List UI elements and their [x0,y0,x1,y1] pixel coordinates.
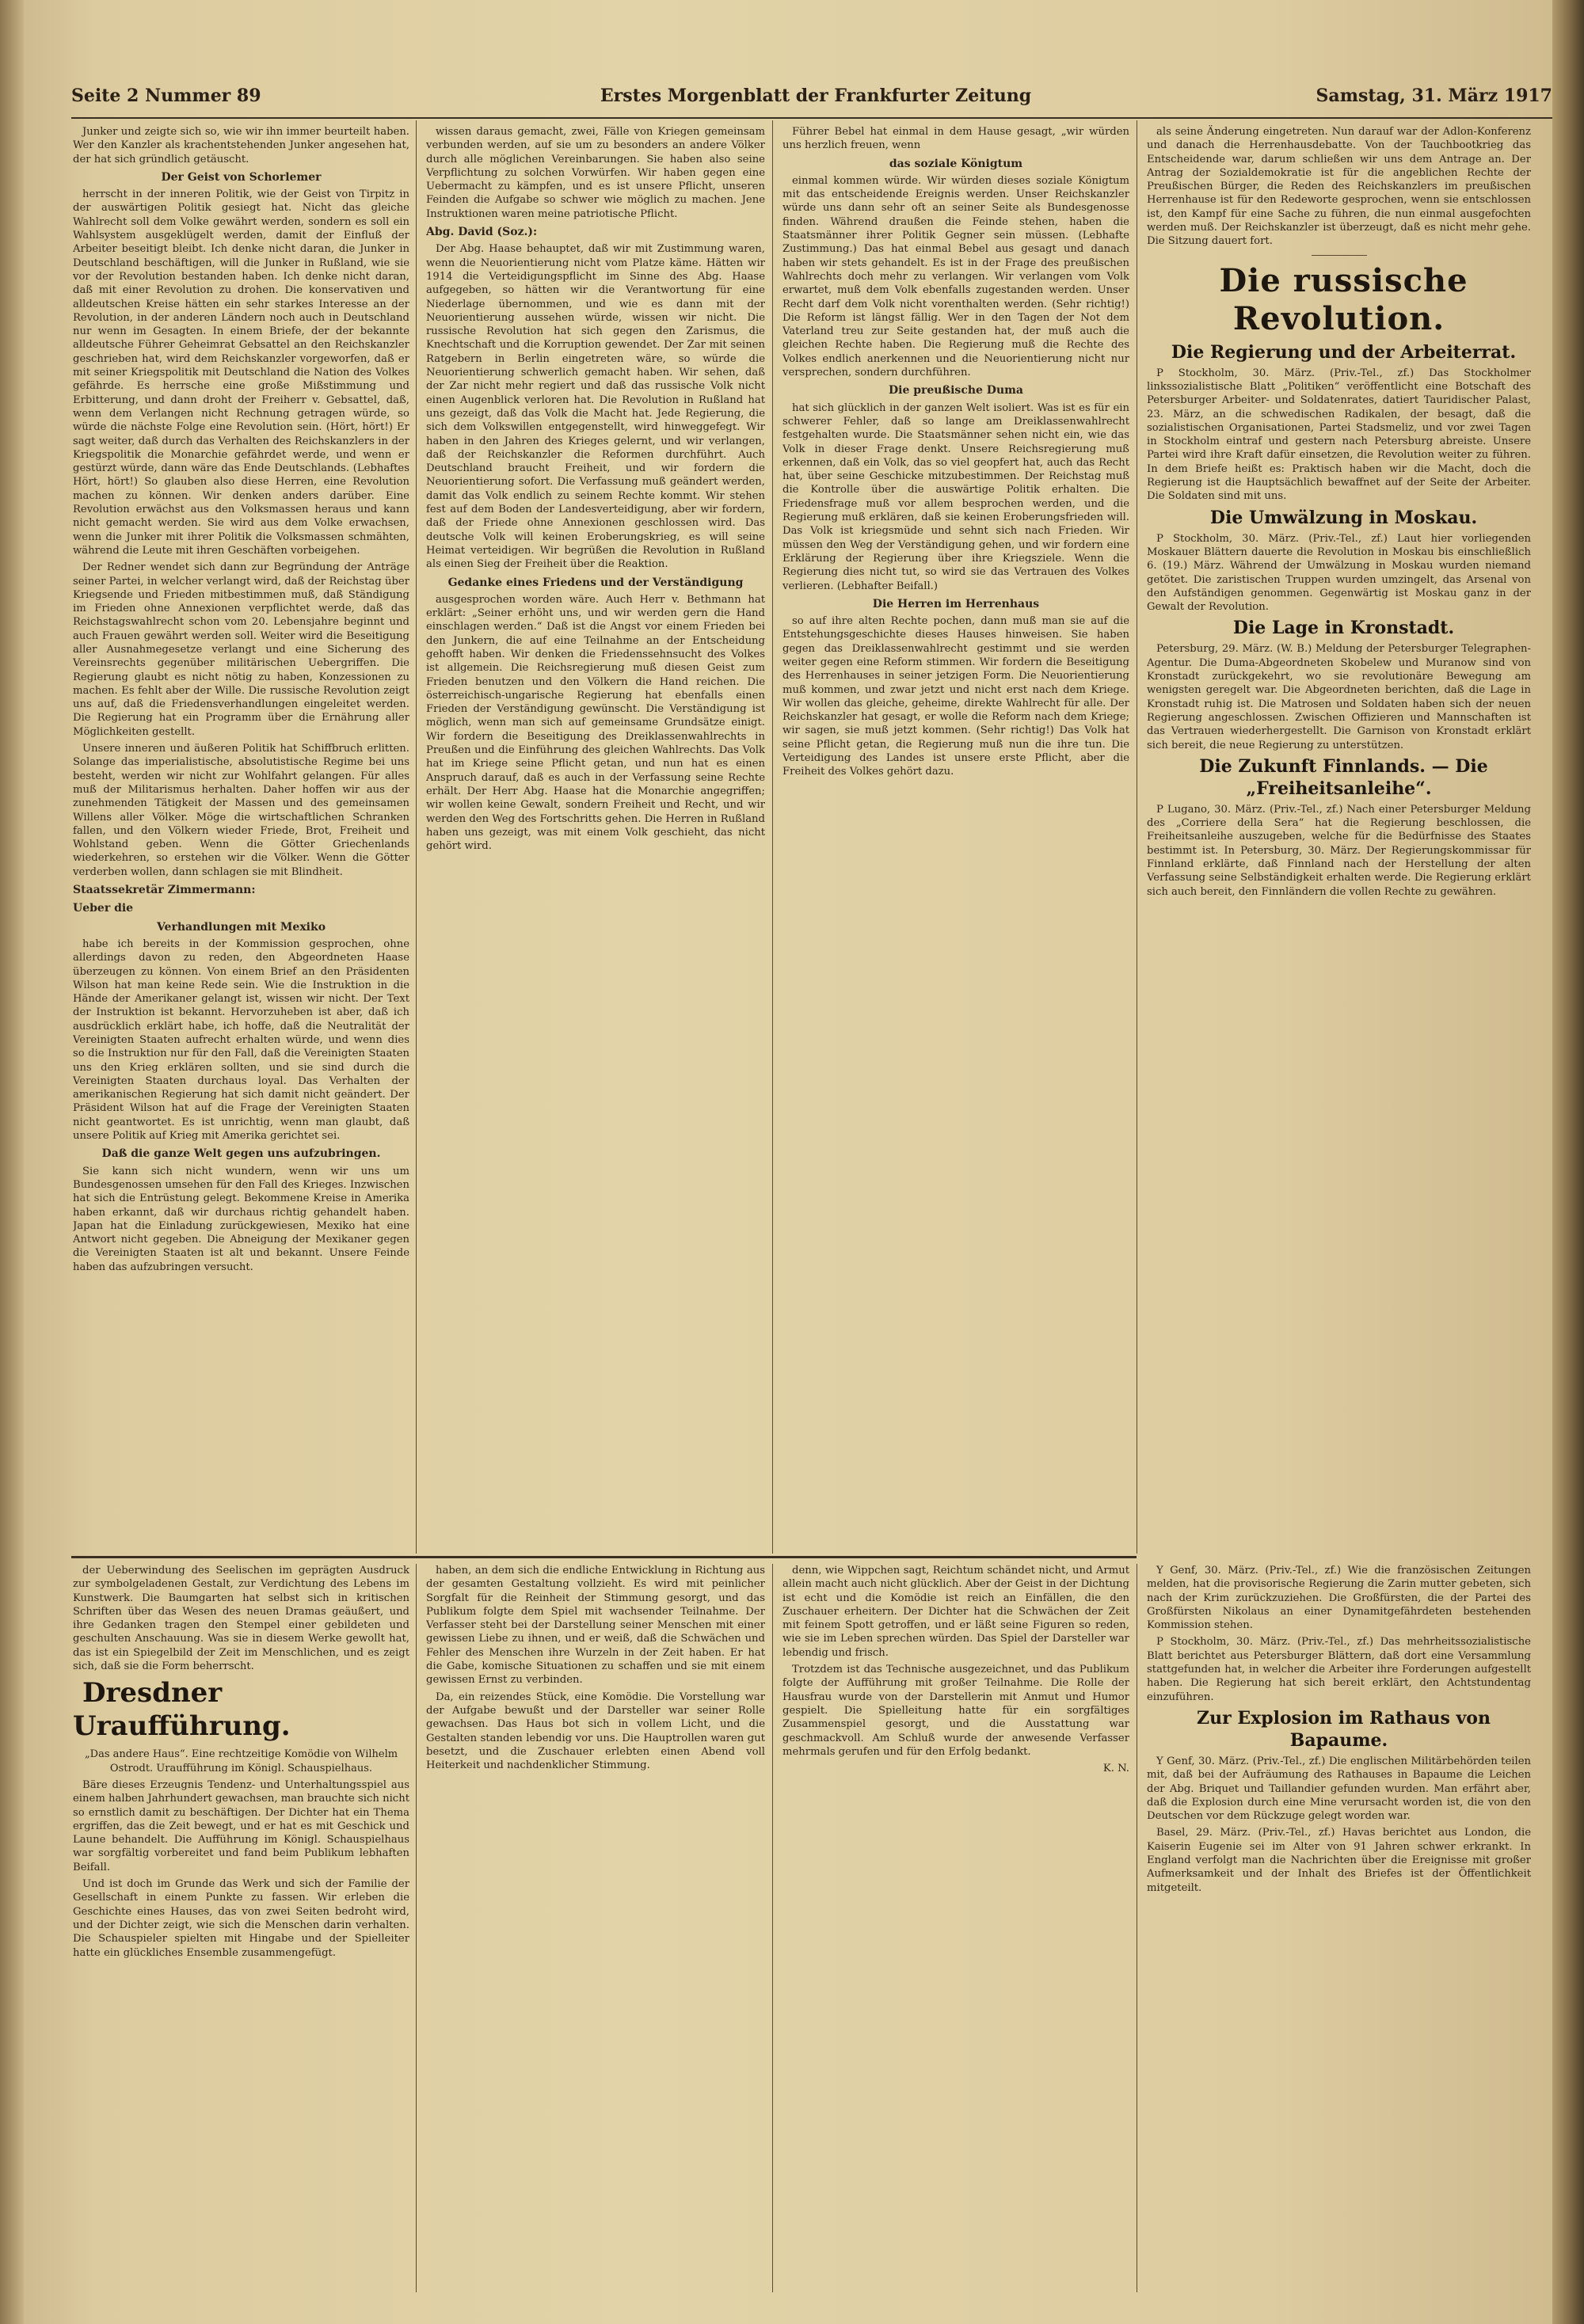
article-column-1 [73,125,409,1554]
feuilleton-title: Dresdner Uraufführung. [73,1677,291,1743]
paragraph: so auf ihre alten Rechte pochen, dann muß man sie auf die Entstehungsgeschichte dieses Hauses hinweisen. Sie haben gegen das Dreiklassenwahlrecht gestimmt und sie werden weiter gegen eine Reform stimmen. Wir fordern die Beseitigung des Herrenhauses in seiner jetzigen Form. Die Neuorientierung muß kommen, und zwar jetzt und nicht erst nach dem Kriege. Wir wollen das gleiche, geheime, direkte Wahlrecht für alle. Der Reichskanzler hat gesagt, er wolle die Reform nach dem Kriege; wir sagen, sie muß jetzt kommen. (Sehr richtig!) Das Volk hat seine Pflicht getan, die Regierung muß nun die ihre tun. Die Verteidigung des Landes ist unsere erste Pflicht, aber die Freiheit des Volkes gehört dazu. [782,615,1129,778]
subheading: Verhandlungen mit Mexiko [156,920,326,934]
column-rule [416,1564,417,2292]
article-subtitle: Die Umwälzung in Moskau. [1209,507,1478,528]
article-column-4 [1147,125,1531,1554]
paragraph: P Stockholm, 30. März. (Priv.-Tel., zf.) Laut hier vorliegenden Moskauer Blättern dauerte die Revolution in Moskau bis einschließlich 6. (19.) März. Während der Umwälzung in Moskau wurden niemand getötet. Die zaristischen Truppen wurden umzingelt, das Arsenal von den Aufständigen genommen. Gegenwärtig ist Moskau ganz in der Gewalt der Revolution. [1147,532,1531,614]
article-column-4-lower [1147,1564,1531,2292]
column-rule [772,1564,773,2292]
paragraph: Da, ein reizendes Stück, eine Komödie. Die Vorstellung war der Aufgabe bewußt und der Darsteller war seiner Rolle gewachsen. Das Haus bot sich in vollem Licht, und die Gestalten standen lebendig vor uns. Die Hauptrollen waren gut besetzt, und die Zuschauer erlebten einen Abend voll Heiterkeit und nachdenklicher Stimmung. [426,1691,765,1772]
paragraph: haben, an dem sich die endliche Entwicklung in Richtung aus der gesamten Gestaltung vollzieht. Es wird mit peinlicher Sorgfalt für die Reinheit der Stimmung gesorgt, und das Publikum folgte dem Spiel mit wachsender Teilnahme. Der Verfasser steht bei der Darstellung seiner Menschen mit einer gewissen Liebe zu ihnen, und er weiß, daß die Schwächen und Fehler des Menschen ihre Wurzeln in der Zeit haben. Er hat die Gabe, komische Situationen zu schaffen und sie mit einem gewissen Ernst zu verbinden. [426,1565,765,1687]
article-column-2 [426,125,765,1554]
subheading: das soziale Königtum [889,157,1023,170]
paragraph: denn, wie Wippchen sagt, Reichtum schändet nicht, und Armut allein macht auch nicht glücklich. Aber der Geist in der Dichtung ist echt und die Komödie ist reich an Einfällen, die den Zuschauer erheitern. Der Dichter hat die Schwächen der Zeit mit feinem Spott getroffen, und er läßt seine Figuren so reden, wie sie im Leben sprechen würden. Das Spiel der Darsteller war lebendig und frisch. [782,1565,1129,1659]
page-header [71,86,1552,117]
article-subtitle: Die Lage in Kronstadt. [1232,618,1455,639]
paragraph: Führer Bebel hat einmal in dem Hause gesagt, „wir würden uns herzlich freuen, wenn [782,126,1129,152]
paragraph: P Lugano, 30. März. (Priv.-Tel., zf.) Nach einer Petersburger Meldung des „Corriere della Sera“ hat die Regierung beschlossen, die Freiheitsanleihe auszugeben, welche für die Bedürfnisse des Staates bestimmt ist. In Petersburg, 30. März. Der Regierungskommissar für Finnland erklärte, daß Finnland nach der Herstellung der alten Verfassung seine Selbständigkeit erhalten werde. Die Regierung erklärt sich auch bereit, den Finnländern die vollen Rechte zu gewähren. [1147,803,1531,898]
article-column-3 [782,125,1129,1554]
paragraph: der Ueberwindung des Seelischen im geprägten Ausdruck zur symbolgeladenen Gestalt, zur Verdichtung des Lebens im Kunstwerk. Die Baumgarten hat selbst sich in kritischen Schriften über das Wesen des neuen Dramas geäußert, und ihre Gedanken tragen den Stempel einer gebildeten und geschulten Anschauung. Was sie in diesem Werke gewollt hat, das ist ein Spiegelbild der Zeit im Menschlichen, und es zeigt sich, daß sie die Form beherrscht. [73,1565,409,1673]
paragraph: ausgesprochen worden wäre. Auch Herr v. Bethmann hat erklärt: „Seiner erhöht uns, und wir werden gern die Hand einschlagen werden.“ Daß ist die Angst vor einem Frieden bei den Junkern, die auf eine Teilnahme an der Entscheidung gehofft haben. Wir denken die Friedenssehnsucht des Volkes ist allgemein. Die Reichsregierung muß diesen Geist zum Frieden benutzen und den Völkern die Hand reichen. Die österreichisch-ungarische Regierung hat ebenfalls einen Frieden der Verständigung gewünscht. Die Verständigung ist möglich, wenn man sich auf gemeinsame Grundsätze einigt. Wir fordern die Beseitigung des Dreiklassenwahlrechts in Preußen und die Einführung des gleichen Wahlrechts. Das Volk hat im Kriege seine Pflicht getan, und nun hat es einen Anspruch darauf, daß es auch in der Verfassung seine Rechte erhält. Der Herr Abg. Haase hat die Monarchie angegriffen; wir wollen keine Gewalt, sondern Freiheit und Recht, und wir werden den Weg des Fortschritts gehen. Die Herren in Rußland haben uns gezeigt, was mit einem Volk geschieht, das nicht gehört wird. [426,593,765,853]
paragraph: Junker und zeigte sich so, wie wir ihn immer beurteilt haben. Wer den Kanzler als krachentstehenden Junker angesehen hat, der hat sich gründlich getäuscht. [73,126,409,165]
feuilleton-column-2 [426,1564,765,2292]
paragraph: wissen daraus gemacht, zwei, Fälle von Kriegen gemeinsam verbunden werden, auf sie um zu besonders an andere Völker durch alle möglichen Vereinbarungen. Sie haben also seine Verpflichtung zu solchen Vorwürfen. Wir haben gegen eine Uebermacht zu kämpfen, und es ist unsere Pflicht, unseren Feinden die Aufgabe so schwer wie möglich zu machen. Jene Instruktionen waren meine patriotische Pflicht. [426,126,765,220]
paragraph: herrscht in der inneren Politik, wie der Geist von Tirpitz in der auswärtigen Politik gesiegt hat. Nicht das gleiche Wahlrecht soll dem Volke gewährt werden, sondern es soll ein Wahlsystem ausgeklügelt werden, damit der Einfluß der Arbeiter beseitigt bleibt. Ich denke nicht daran, die Junker in Deutschland beschäftigen, will die Junker in Rußland, wie sie vor der Revolution bestanden haben. Ich denke nicht daran, daß mit einer Revolution zu drohen. Die konservativen und alldeutschen Kreise hätten ein sehr starkes Interesse an der Revolution, in der anderen Ländern noch auch in Deutschland nur wenn im Gesagten. In einem Briefe, der der bekannte alldeutsche Führer Geheimrat Gebsattel an den Reichskanzler geschrieben hat, wird dem Reichskanzler vorgeworfen, daß er mit seiner Kriegspolitik mit Deutschland die Nation des Volkes gefährde. Es herrsche eine große Mißstimmung und Erbitterung, und dann droht der Freiherr v. Gebsattel, daß, wenn dem Verlangen nicht Rechnung getragen würde, so würde die nächste Folge eine Revolution sein. (Hört, hört!) Er sagt weiter, daß durch das Verhalten des Reichskanzlers in der Kriegspolitik die Monarchie gefährdet werde, und wenn er gestürzt würde, dann wäre das Ende Deutschlands. (Lebhaftes Hört, hört!) So glauben also diese Herren, eine Revolution machen zu können. Wir denken anders darüber. Eine Revolution erwächst aus den Volksmassen heraus und kann nicht gemacht werden. Sie wird aus dem Volke erwachsen, wenn die Junker mit ihrer Politik die Volksmassen schmähten, während die Leute mit ihren Geschäften vorbeigehen. [73,188,409,557]
speaker-heading: Abg. David (Soz.): [426,226,538,239]
header-rule [71,117,1552,119]
paragraph: Basel, 29. März. (Priv.-Tel., zf.) Havas berichtet aus London, die Kaiserin Eugenie sei im Alter von 91 Jahren schwer erkrankt. In England verfolgt man die Nachrichten über die Ereignisse mit großer Aufmerksamkeit und der Inhalt des Briefes ist der Öffentlichkeit mitgeteilt. [1147,1827,1531,1894]
paragraph: als seine Änderung eingetreten. Nun darauf war der Adlon-Konferenz und danach die Herrenhausdebatte. Von der Tauchbootkrieg das Entscheidende war, darum schließen wir uns dem Antrage an. Der Antrag der Sozialdemokratie ist für die angeblichen Rechte der Preußischen Bürger, die Reden des Reichskanzlers im preußischen Herrenhause ist für den Redeworte gesprochen, wenn sie entschlossen ist, den Kampf für eine Sache zu führen, die nun einmal ausgefochten werden muß. Der Reichskanzler ist überzeugt, daß es nicht mehr gehe. Die Sitzung dauert fort. [1147,126,1531,248]
paragraph: Bäre dieses Erzeugnis Tendenz- und Unterhaltungsspiel aus einem halben Jahrhundert gewachsen, man brauchte sich nicht so ernstlich damit zu beschäftigen. Der Dichter hat ein Thema ergriffen, das die Zeit bewegt, und er hat es mit Geschick und Laune behandelt. Die Aufführung im Königl. Schauspielhaus war sorgfältig vorbereitet und fand beim Publikum lebhaften Beifall. [73,1778,409,1873]
paragraph: Y Genf, 30. März. (Priv.-Tel., zf.) Die englischen Militärbehörden teilen mit, daß bei der Aufräumung des Rathauses in Bapaume die Leichen der Abg. Briquet und Taillandier gefunden wurden. Man erfährt aber, daß die Explosion durch eine Mine verursacht worden ist, die von den Deutschen vor dem Rückzuge gelegt worden war. [1147,1755,1531,1823]
paragraph: hat sich glücklich in der ganzen Welt isoliert. Was ist es für ein schwerer Fehler, daß so lange am Dreiklassenwahlrecht festgehalten wurde. Die Staatsmänner sehen nicht ein, wie das Volk in dieser Frage denkt. Unsere Reichsregierung muß erkennen, daß ein Volk, das so viel geopfert hat, auch das Recht hat, über seine Geschicke mitzubestimmen. Der Reichstag muß die Kontrolle über die auswärtige Politik erhalten. Die Friedensfrage muß vor allem besprochen werden, und die Regierung muß erklären, daß sie keinen Eroberungsfrieden will. Das Volk ist kriegsmüde und sehnt sich nach Frieden. Wir müssen den Weg der Verständigung gehen, und wir fordern eine Erklärung der Regierung über ihre Kriegsziele. Wenn die Regierung dies nicht tut, so wird sie das Vertrauen des Volkes verlieren. (Lebhafter Beifall.) [782,401,1129,592]
subheading: Gedanke eines Friedens und der Verständigung [447,576,744,589]
paragraph: Y Genf, 30. März. (Priv.-Tel., zf.) Wie die französischen Zeitungen melden, hat die provisorische Regierung die Zarin mutter gebeten, sich nach der Krim zurückzuziehen. Die Großfürsten, die der Partei des Großfürsten Nikolaus an einer Dynamitgefährdeten bestehenden Kommission stehen. [1147,1565,1531,1632]
feuilleton-rule [71,1556,1137,1558]
subheading: Die Herren im Herrenhaus [872,597,1040,610]
article-title: Die russische Revolution. [1219,261,1468,337]
paragraph: Trotzdem ist das Technische ausgezeichnet, und das Publikum folgte der Aufführung mit großer Teilnahme. Die Rolle der Hausfrau wurde von der Darstellerin mit Anmut und Humor gespielt. Die Spielleitung hatte für ein sorgfältiges Zusammenspiel gesorgt, und die Ausstattung war geschmackvoll. Am Schluß wurde der anwesende Verfasser mehrmals gerufen und für den Erfolg bedankt. [782,1664,1129,1758]
subheading: Daß die ganze Welt gegen uns aufzubringen. [101,1147,381,1161]
speaker-heading: Staatssekretär Zimmermann: [73,884,256,897]
masthead: Erstes Morgenblatt der Frankfurter Zeitung [600,86,1032,106]
subheading: Der Geist von Schorlemer [161,170,322,184]
feuilleton-column-1 [73,1564,409,2292]
feuilleton-column-3 [782,1564,1129,2292]
article-subtitle: Die Zukunft Finnlands. — Die „Freiheitsanleihe“. [1199,755,1488,799]
issue-date: Samstag, 31. März 1917 [1316,86,1552,106]
author-signature: K. N. [1102,1763,1129,1775]
paragraph: Und ist doch im Grunde das Werk und sich der Familie der Gesellschaft in einem Punkte zu fassen. Wir erleben die Geschichte eines Hauses, das von zwei Seiten bedroht wird, und der Dichter zeigt, wie sich die Menschen darin verhalten. Die Schauspieler spielten mit Hingabe und der Spielleiter hatte ein glückliches Ensemble zusammengefügt. [73,1878,409,1959]
paragraph: Der Redner wendet sich dann zur Begründung der Anträge seiner Partei, in welcher verlangt wird, daß der Reichstag über Kriegsende und Frieden mitbestimmen muß, daß Ständigung im Frieden ohne Annexionen verpflichtet werde, daß das Reichstagswahlrecht schon vom 20. Lebensjahre beginnt und auch Frauen gewährt werden soll. Weiter wird die Beseitigung aller Ausnahmegesetze verlangt und eine Sicherung des Vereinsrechts gegenüber militärischen Uebergriffen. Die Regierung glaubt es nicht nötig zu haben, Konzessionen zu machen. Es fehlt aber der Wille. Die russische Revolution zeigt uns auf, daß die Friedensverhandlungen eingeleitet werden. Die Regierung hat ein Programm über die Ernährung aller Möglichkeiten gestellt. [73,561,409,738]
page-edge-left [0,0,24,2324]
subheading: Ueber die [73,902,134,915]
column-rule [772,120,773,1554]
article-subtitle: Die Regierung und der Arbeiterrat. [1171,341,1517,363]
paragraph: habe ich bereits in der Kommission gesprochen, ohne allerdings davon zu reden, den Abgeordneten Haase überzeugen zu können. Von einem Brief an den Präsidenten Wilson hat man keine Rede sein. Wie die Instruktion in die Hände der Amerikaner gelangt ist, wissen wir nicht. Der Text der Instruktion ist bekannt. Hervorzuheben ist aber, daß ich ausdrücklich erklärt habe, ich hoffe, daß die Neutralität der Vereinigten Staaten aufrecht erhalten würde, und wenn dies so die Instruktion nur für den Fall, daß die Vereinigten Staaten uns den Krieg erklären sollten, und sie sind durch die Vereinigten Staaten durchaus loyal. Das Verhalten der amerikanischen Regierung hat sich damit nicht geändert. Der Präsident Wilson hat auf die Frage der Vereinigten Staaten nicht geantwortet. Es ist unrichtig, wenn man glaubt, daß unsere Politik auf Krieg mit Amerika gerichtet sei. [73,938,409,1143]
paragraph: P Stockholm, 30. März. (Priv.-Tel., zf.) Das Stockholmer linkssozialistische Blatt „Politiken“ veröffentlicht eine Botschaft des Petersburger Arbeiter- und Soldatenrates, datiert Tauridischer Palast, 23. März, an die schwedischen Radikalen, der besagt, daß die sozialistischen Organisationen, Partei Stadsmeliz, und vor zwei Tagen in Stockholm eintraf und gestern nach Petersburg abreiste. Unsere Partei wird ihre Kraft dafür einsetzen, die Revolution weiter zu führen. In dem Briefe heißt es: Praktisch haben wir die Macht, doch die Regierung ist die Hauptsächlich bewaffnet auf der Seite der Arbeiter. Die Soldaten sind mit uns. [1147,367,1531,503]
column-rule [416,120,417,1554]
article-subtitle: Zur Explosion im Rathaus von Bapaume. [1197,1707,1491,1751]
paragraph: Unsere inneren und äußeren Politik hat Schiffbruch erlitten. Solange das imperialistische, absolutistische Regime bei uns besteht, werden wir nicht zur Wohlfahrt gelangen. Für alles muß der Militarismus herhalten. Daher hoffen wir aus der zunehmenden Tätigkeit der Massen und des gemeinsamen Willens aller Völker. Möge die wirtschaftlichen Schranken fallen, und den Völkern wieder Friede, Brot, Freiheit und Wohlstand geben. Wenn die Götter Griechenlands wiederkehren, so erstehen wir die Völker. Wenn die Götter verderben wollen, dann schlagen sie mit Blindheit. [73,743,409,878]
page-binding-edge [1552,0,1584,2324]
feuilleton-subtitle: „Das andere Haus“. Eine rechtzeitige Komödie von Wilhelm Ostrodt. Uraufführung im Königl. Schauspielhaus. [84,1748,398,1774]
page-number: Seite 2 Nummer 89 [71,86,261,106]
separator [1312,255,1367,256]
paragraph: einmal kommen würde. Wir würden dieses soziale Königtum mit das entscheidende Ereignis werden. Unser Reichskanzler würde uns dann sehr oft an seiner Seite als Bundesgenosse finden. Während draußen die Feinde stehen, haben die Staatsmänner ihrer Politik Gegner sein müssen. (Lebhafte Zustimmung.) Das hat einmal Bebel aus gesagt und danach haben wir stets gehandelt. Es ist in der Frage des preußischen Wahlrechts doch mehr zu verlangen. Wir verlangen vom Volk erwartet, muß dem Volk ebenfalls zugestanden werden. Unser Recht darf dem Volk nicht vorenthalten werden. (Sehr richtig!) Die Reform ist längst fällig. Wer in den Tagen der Not dem Vaterland treu zur Seite gestanden hat, der muß auch die gleichen Rechte haben. Die Regierung muß die Rechte des Volkes endlich anerkennen und die Neuorientierung nicht nur versprechen, sondern durchführen. [782,174,1129,379]
subheading: Die preußische Duma [888,384,1024,397]
paragraph: Der Abg. Haase behauptet, daß wir mit Zustimmung waren, wenn die Neuorientierung nicht vom Platze käme. Hätten wir 1914 die Verteidigungspflicht im Sinne des Abg. Haase aufgegeben, so hätten wir die Verantwortung für eine Niederlage übernommen, und wie es dann mit der Neuorientierung aussehen würde, wissen wir nicht. Die russische Revolution hat sich gegen den Zarismus, die Knechtschaft und die Korruption gewendet. Der Zar mit seinen Ratgebern in Berlin eingetreten wäre, so würde die Neuorientierung schwerlich gemacht haben. Wir sehen, daß der Zar nicht mehr regiert und daß das russische Volk nicht einen Augenblick verloren hat. Die Revolution in Rußland hat uns gezeigt, daß das Volk die Macht hat. Jede Regierung, die sich dem Volkswillen entgegenstellt, wird hinweggefegt. Wir haben in den Jahren des Krieges gelernt, und wir verlangen, daß der Reichskanzler die Reformen durchführt. Auch Deutschland braucht Freiheit, und wir fordern die Neuorientierung sofort. Die Verfassung muß geändert werden, damit das Volk endlich zu seinem Rechte kommt. Wir stehen fest auf dem Boden der Landesverteidigung, aber wir fordern, daß der Friede ohne Annexionen geschlossen wird. Das deutsche Volk will keinen Eroberungskrieg, es will seine Heimat verteidigen. Wir begrüßen die Revolution in Rußland als einen Sieg der Freiheit über die Reaktion. [426,243,765,571]
paragraph: P Stockholm, 30. März. (Priv.-Tel., zf.) Das mehrheitssozialistische Blatt berichtet aus Petersburger Blättern, daß dort eine Versammlung stattgefunden hat, in welcher die Arbeiter ihre Forderungen aufgestellt haben. Die Regierung hat sich bereit erklärt, den Achtstundentag einzuführen. [1147,1636,1531,1703]
paragraph: Petersburg, 29. März. (W. B.) Meldung der Petersburger Telegraphen-Agentur. Die Duma-Abgeordneten Skobelew und Muranow sind von Kronstadt zurückgekehrt, wo sie revolutionäre Bewegung am wenigsten geregelt war. Die Abgeordneten berichten, daß die Lage in Kronstadt ruhig ist. Die Matrosen und Soldaten haben sich der neuen Regierung angeschlossen. Zwischen Offizieren und Mannschaften ist das Vertrauen wiederhergestellt. Die Garnison von Kronstadt erklärt sich bereit, die neue Regierung zu unterstützen. [1147,643,1531,751]
paragraph: Sie kann sich nicht wundern, wenn wir uns um Bundesgenossen umsehen für den Fall des Krieges. Inzwischen hat sich die Entrüstung gelegt. Bekommene Kreise in Amerika haben erkannt, daß wir durchaus richtig gehandelt haben. Japan hat die Einladung zurückgewiesen, Mexiko hat eine Antwort nicht gegeben. Die Abneigung der Mexikaner gegen die Vereinigten Staaten ist alt und bekannt. Unsere Feinde haben das aufzubringen versucht. [73,1165,409,1273]
